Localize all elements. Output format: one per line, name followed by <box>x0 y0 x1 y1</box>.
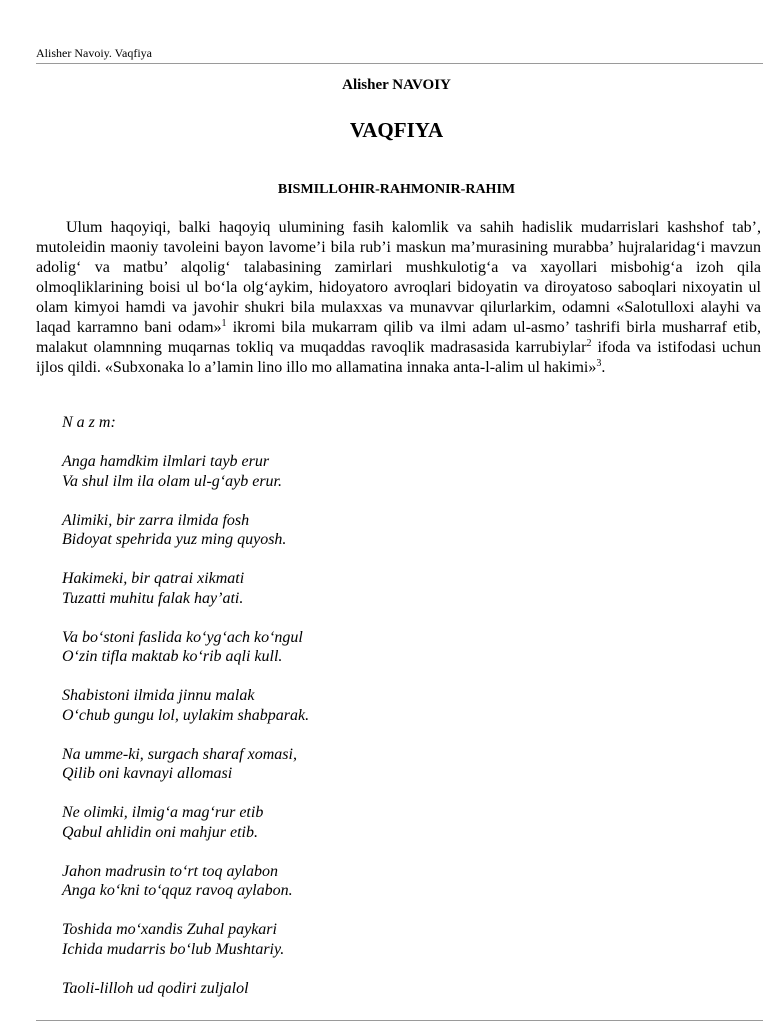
poem-stanza <box>62 686 752 725</box>
poem-stanza <box>62 511 752 550</box>
prose-text-2: ikromi bila mukarram qilib va ilmi adam ul-asmo’ tashrifi birla musharraf etib, malakut olamnning muqarnas tokliq va muqaddas ravoqlik madrasasida karrubiylar <box>36 319 761 356</box>
poem <box>62 413 752 1018</box>
poem-line: Bidoyat spehrida yuz ming quyosh. <box>62 531 287 548</box>
footnote-mark-1: 1 <box>221 318 227 329</box>
poem-stanza <box>62 920 752 959</box>
prose-paragraph <box>36 218 761 378</box>
footnote-mark-2: 2 <box>586 338 592 349</box>
poem-stanza <box>62 452 752 491</box>
poem-stanza <box>62 862 752 901</box>
poem-line: Qabul ahlidin oni mahjur etib. <box>62 823 258 841</box>
poem-stanza <box>62 628 752 667</box>
poem-line: Alimiki, bir zarra ilmida fosh <box>62 511 250 529</box>
poem-line: Shabistoni ilmida jinnu malak <box>62 687 255 704</box>
prose-text-4: . <box>601 359 606 376</box>
poem-line: Toshida mo‘xandis Zuhal paykari <box>62 921 277 938</box>
footnote-mark-3: 3 <box>596 358 602 369</box>
poem-line: O‘zin tifla maktab ko‘rib aqli kull. <box>62 648 283 665</box>
prose-text-1: Ulum haqoyiqi, balki haqoyiq ulumining fasih kalomlik va sahih hadislik mudarrislari kashshof tab’, mutoleidin maoniy tavoleini bayon lavome’i bila rub’i maskun ma’murasining murabba’ hujralaridag‘i mavzun adolig‘ va matbu’ alqolig‘ talabasining zamirlari mushkulotig‘a va xayollari misbohig‘a izoh qila olmoqliklarining boisi ul bo‘la olg‘aykim, hidoyatoro avroqlari bidoyatin va diroyatoso saboqlari nixoyatin ul olam kimyoi hamdi va javohir shukri bila mulaxxas va munavvar qilurlarkim, odamni «Salotulloxi alayhi va laqad karramno bani odam» <box>36 219 761 336</box>
poem-stanza <box>62 803 752 842</box>
poem-line: Na umme-ki, surgach sharaf xomasi, <box>62 745 297 763</box>
poem-line: Ichida mudarris bo‘lub Mushtariy. <box>62 940 285 958</box>
poem-line: Hakimeki, bir qatrai xikmati <box>62 570 245 587</box>
poem-line: Tuzatti muhitu falak hay’ati. <box>62 589 244 607</box>
document-title: VAQFIYA <box>349 118 444 142</box>
poem-line: Va shul ilm ila olam ul-g‘ayb erur. <box>62 472 282 490</box>
poem-line: Anga ko‘kni to‘qquz ravoq aylabon. <box>62 882 293 899</box>
poem-line: Qilib oni kavnayi allomasi <box>62 765 233 782</box>
poem-line: Taoli-lilloh ud qodiri zuljalol <box>62 979 249 997</box>
header-rule <box>36 63 763 64</box>
prose-text-3: ifoda va istifodasi uchun ijlos qildi. «Subxonaka lo a’lamin lino illo mo allamatina innaka anta-l-alim ul hakimi» <box>36 339 762 376</box>
poem-line: Ne olimki, ilmig‘a mag‘rur etib <box>62 804 264 821</box>
poem-line: Jahon madrusin to‘rt toq aylabon <box>62 862 278 880</box>
poem-line: Anga hamdkim ilmlari tayb erur <box>62 453 270 470</box>
poem-stanza <box>62 569 752 608</box>
poem-stanzas <box>62 452 752 998</box>
poem-line: O‘chub gungu lol, uylakim shabparak. <box>62 706 310 724</box>
author-name: Alisher NAVOIY <box>342 77 451 93</box>
poem-line: Va bo‘stoni faslida ko‘yg‘ach ko‘ngul <box>62 628 303 646</box>
footer-rule <box>36 1020 763 1021</box>
invocation-heading: BISMILLOHIR-RAHMONIR-RAHIM <box>277 182 516 197</box>
poem-heading: N a z m: <box>62 414 116 431</box>
poem-stanza <box>62 745 752 784</box>
poem-stanza <box>62 979 752 999</box>
running-header: Alisher Navoiy. Vaqfiya <box>36 46 152 60</box>
